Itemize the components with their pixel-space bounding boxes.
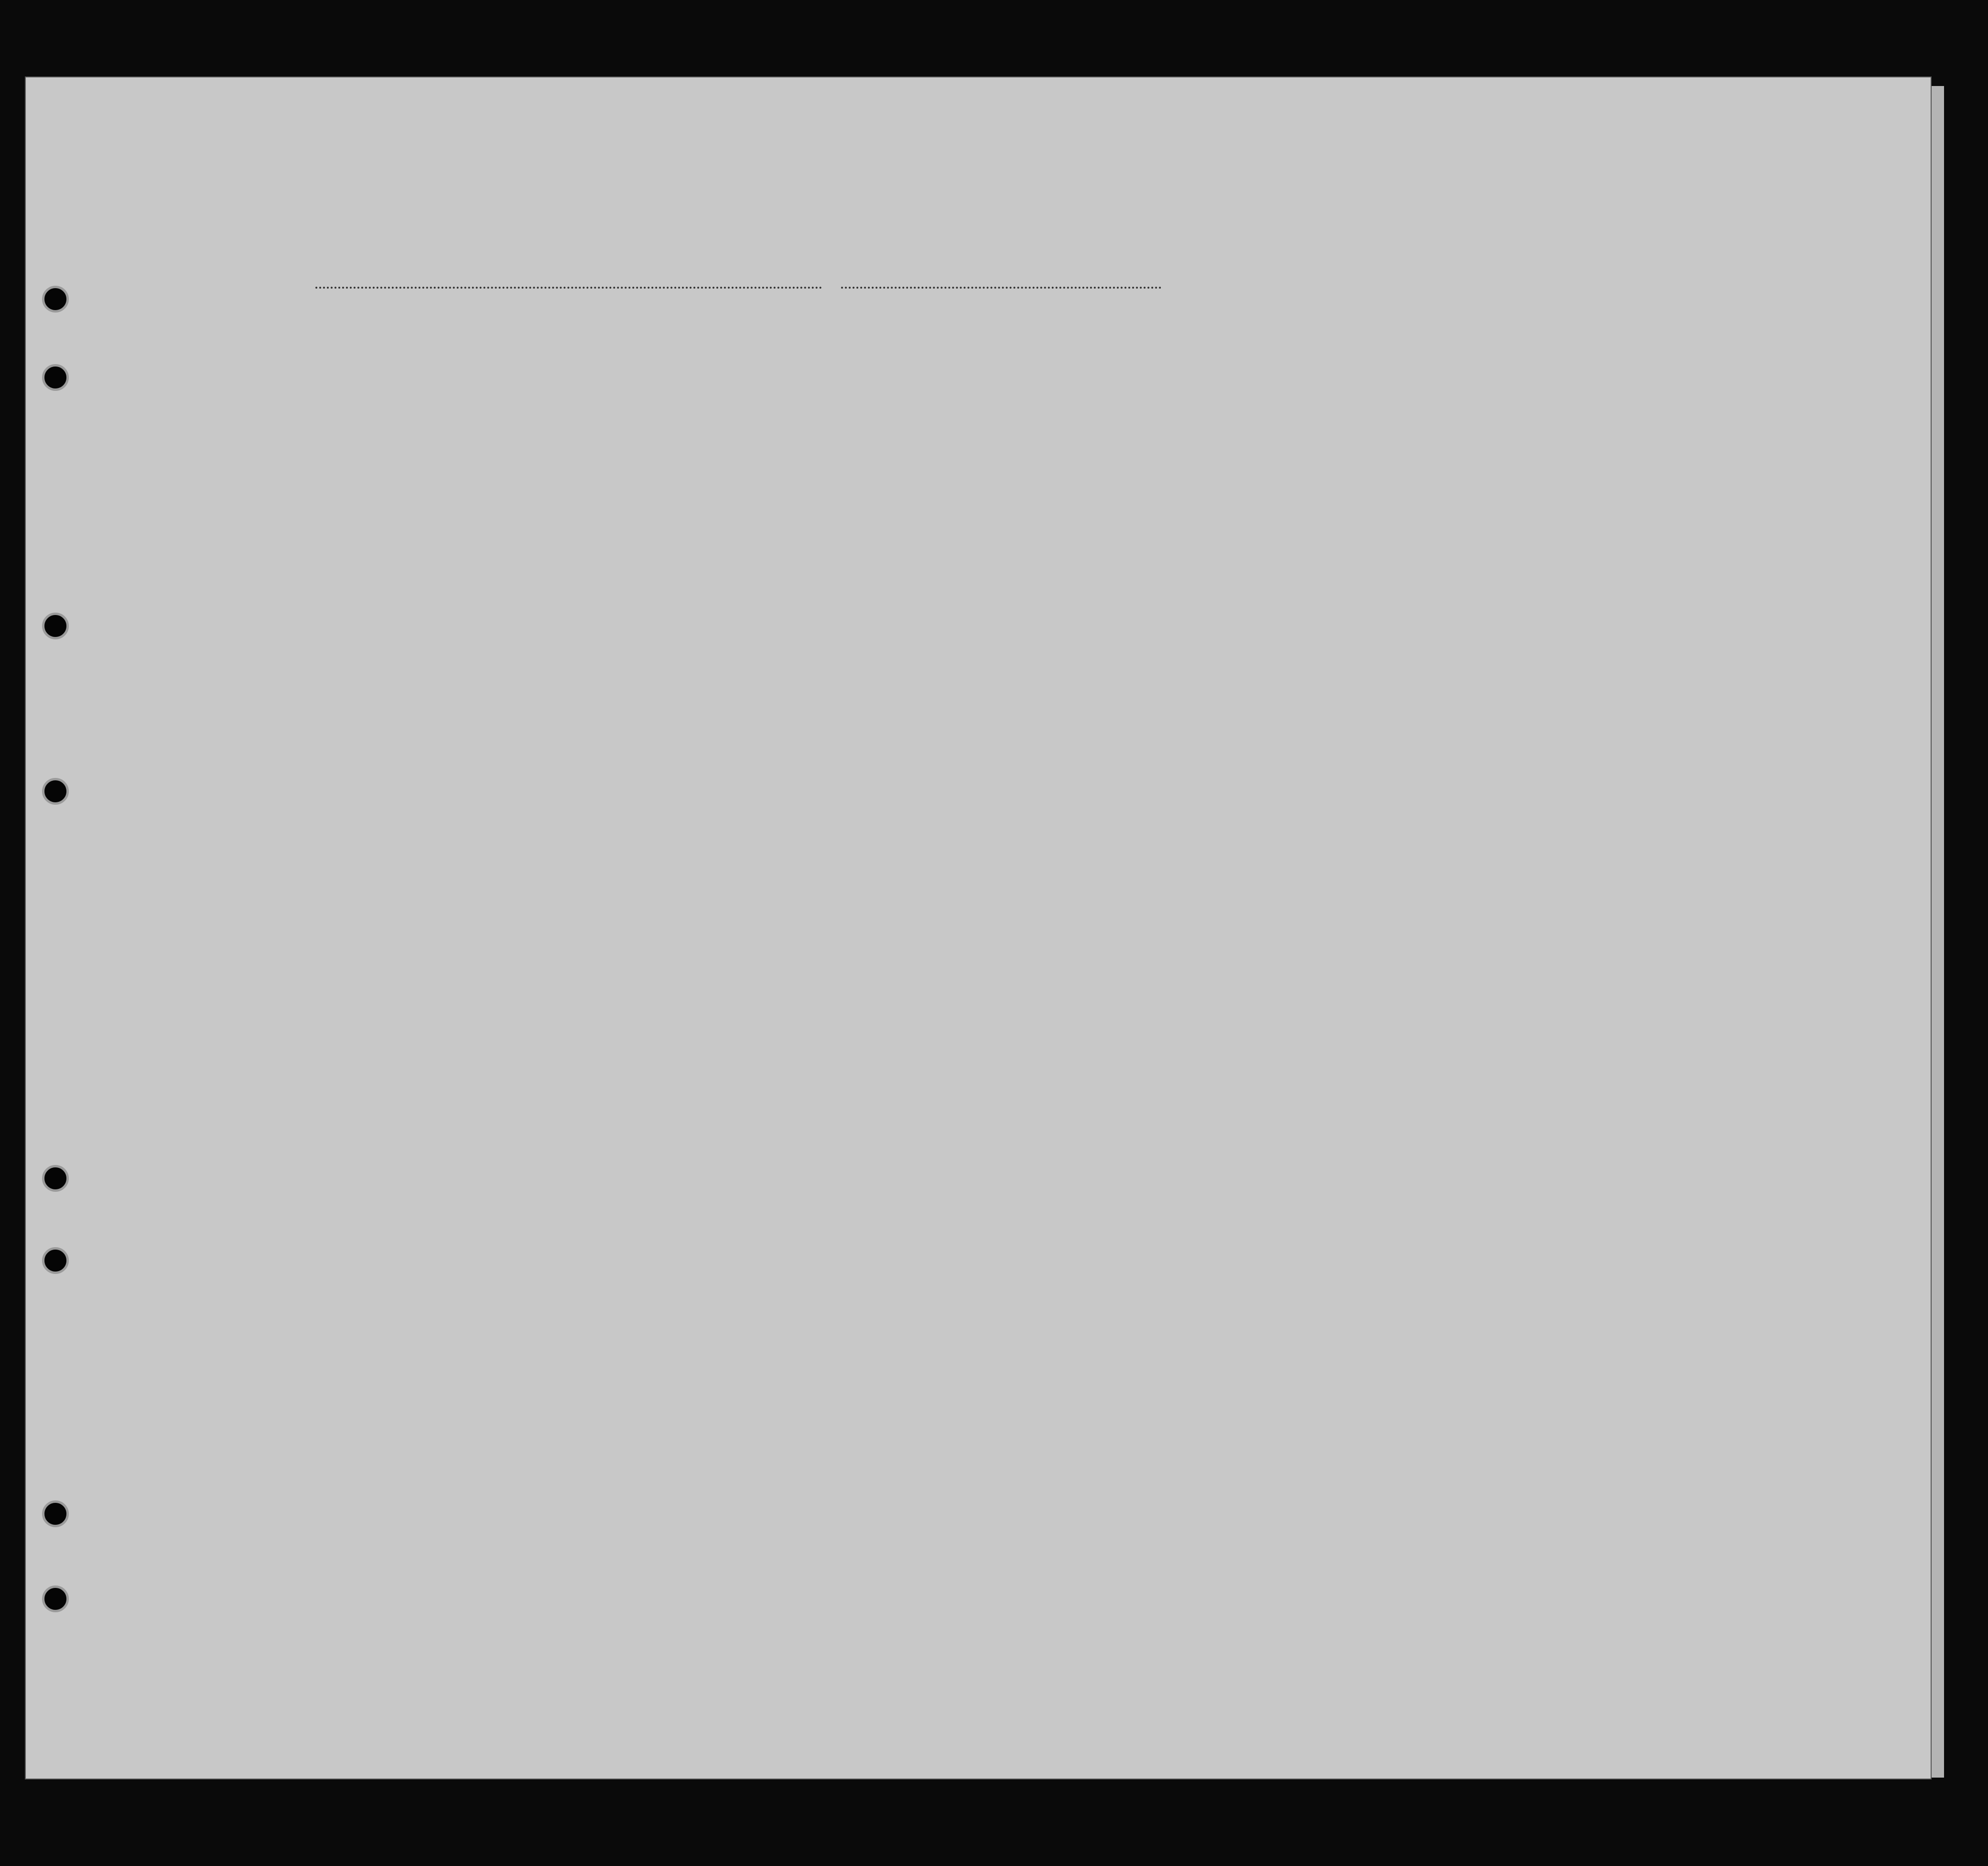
header-passage-paid (585, 378, 674, 381)
